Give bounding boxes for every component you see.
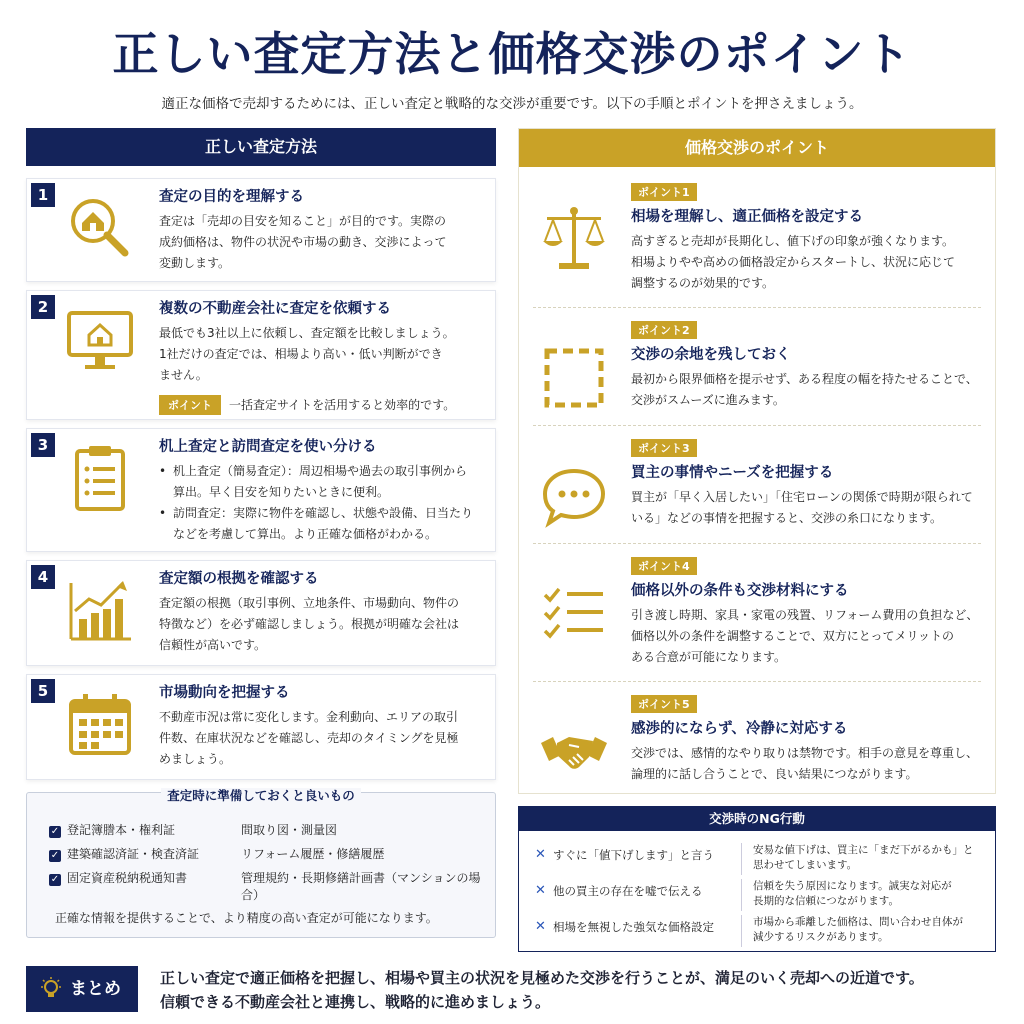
handshake-icon [539, 717, 609, 787]
prep-item [49, 845, 199, 862]
point-body [631, 605, 987, 668]
bullet-continuation: 算出。早く目安を知りたいときに便利。 [173, 485, 390, 499]
step-body-line: 査定は「売却の目安を知ること」が目的です。実際の [159, 214, 447, 228]
step-title: 市場動向を把握する [159, 685, 290, 701]
point-body [631, 369, 987, 411]
ng-desc-line: 長期的な信頼につながります。 [753, 895, 899, 907]
divider [533, 307, 981, 308]
point-card-5 [519, 695, 995, 791]
cross-icon: ✕ [535, 883, 546, 898]
point-body-line: 引き渡し時期、家具・家電の残置、リフォーム費用の負担など、 [631, 608, 979, 622]
step-title: 複数の不動産会社に査定を依頼する [159, 301, 391, 317]
prep-item: リフォーム履歴・修繕履歴 [241, 847, 385, 861]
tip-badge: ポイント [159, 395, 221, 415]
point-title: 交渉の余地を残しておく [631, 347, 791, 363]
ng-label: すぐに「値下げします」と言う [553, 848, 714, 862]
point-title: 感渉的にならず、冷静に対応する [631, 721, 848, 737]
ng-row [519, 915, 995, 953]
house-magnifier-icon [65, 193, 135, 263]
point-body-line: 交渉では、感情的なやり取りは禁物です。相手の意見を尊重し、 [631, 746, 979, 760]
step-number: 5 [31, 679, 55, 703]
dashed-square-icon [539, 343, 609, 413]
point-card-2 [519, 321, 995, 421]
point-body-line: 最初から限界価格を提示せず、ある程度の幅を持たせることで、 [631, 372, 978, 386]
step-body-line: 成約価格は、物件の状況や市場の動き、交渉によって [159, 235, 447, 249]
step-body-line: 特徴など）を必ず確認しましょう。根拠が明確な会社は [159, 617, 460, 631]
point-badge: ポイント3 [631, 439, 697, 457]
bar-chart-rising-icon [65, 575, 135, 645]
prep-item-label: 固定資産税納税通知書 [67, 871, 188, 885]
ng-label: 他の買主の存在を嘘で伝える [553, 884, 703, 898]
ng-desc-line: 安易な値下げは、買主に「まだ下がるかも」と [753, 844, 974, 856]
point-badge: ポイント2 [631, 321, 697, 339]
divider [741, 843, 742, 875]
step-body-line: 最低でも3社以上に依頼し、査定額を比較しましょう。 [159, 326, 455, 340]
cross-icon: ✕ [535, 919, 546, 934]
check-icon: ✓ [50, 874, 60, 885]
ng-description [753, 843, 989, 873]
clipboard-list-icon [65, 443, 135, 513]
summary-section [26, 964, 996, 1016]
point-body [631, 487, 987, 529]
page-title: 正しい査定方法と価格交渉のポイント [112, 27, 912, 81]
prep-item-label: 建築確認済証・検査済証 [67, 847, 200, 861]
step-number: 3 [31, 433, 55, 457]
bullet-item: • 訪問査定：実際に物件を確認し、状態や設備、日当たり [159, 503, 484, 524]
bullet-continuation: などを考慮して算出。より正確な価格がわかる。 [173, 527, 438, 541]
point-body [631, 231, 987, 294]
negotiation-points-header: 価格交渉のポイント [519, 129, 995, 167]
checklist-icon [539, 579, 609, 649]
step-body-line: めましょう。 [159, 752, 232, 766]
step-card-1 [26, 178, 496, 282]
point-title: 買主の事情やニーズを把握する [631, 465, 834, 481]
tip-text: 一括査定サイトを活用すると効率的です。 [229, 398, 456, 412]
prep-item [49, 821, 175, 838]
step-body-line: 不動産市況は常に変化します。金利動向、エリアの取引 [159, 710, 459, 724]
ng-description [753, 879, 989, 909]
preparation-box [26, 788, 496, 938]
step-body-line: 査定額の根拠（取引事例、立地条件、市場動向、物件の [159, 596, 460, 610]
point-body-line: 交渉がスムーズに進みます。 [631, 393, 785, 407]
ng-actions-header: 交渉時のNG行動 [519, 807, 995, 831]
step-body [159, 593, 484, 656]
monitor-house-icon [65, 305, 135, 375]
step-bullets [159, 461, 484, 545]
speech-bubble-icon [539, 461, 609, 531]
scales-icon [539, 205, 609, 275]
step-title: 査定額の根拠を確認する [159, 571, 319, 587]
divider [741, 915, 742, 947]
check-icon: ✓ [50, 850, 60, 861]
point-title: 相場を理解し、適正価格を設定する [631, 209, 863, 225]
summary-text [160, 966, 924, 1014]
summary-line: 信頼できる不動産会社と連携し、戦略的に進めましょう。 [160, 993, 551, 1011]
divider [741, 879, 742, 911]
point-card-3 [519, 439, 995, 539]
tip-row [159, 395, 455, 415]
step-title: 査定の目的を理解する [159, 189, 304, 205]
summary-line: 正しい査定で適正価格を把握し、相場や買主の状況を見極めた交渉を行うことが、満足のいく売却への近道です。 [160, 969, 924, 987]
check-icon: ✓ [50, 826, 60, 837]
point-body-line: いる」などの事情を把握すると、交渉の糸口になります。 [631, 511, 943, 525]
step-number: 1 [31, 183, 55, 207]
divider [533, 681, 981, 682]
cross-icon: ✕ [535, 847, 546, 862]
intro-text: 適正な価格で売却するためには、正しい査定と戦略的な交渉が重要です。以下の手順とポイントを押さえましょう。 [161, 96, 863, 112]
divider [533, 425, 981, 426]
step-body [159, 707, 484, 770]
step-body-line: 信頼性が高いです。 [159, 638, 267, 652]
prep-item-label: 登記簿謄本・権利証 [67, 823, 176, 837]
summary-label-text: まとめ [70, 979, 121, 999]
step-body [159, 323, 484, 386]
ng-description [753, 915, 989, 945]
ng-desc-line: 市場から乖離した価格は、問い合わせ自体が [753, 916, 963, 928]
negotiation-points-section [518, 128, 996, 794]
step-card-2 [26, 290, 496, 420]
point-body-line: 高すぎると売却が長期化し、値下げの印象が強くなります。 [631, 234, 955, 248]
step-body-line: 1社だけの査定では、相場より高い・低い判断ができ [159, 347, 443, 361]
point-title: 価格以外の条件も交渉材料にする [631, 583, 849, 599]
step-title: 机上査定と訪問査定を使い分ける [159, 439, 377, 455]
point-badge: ポイント5 [631, 695, 697, 713]
prep-item [49, 869, 187, 886]
step-card-5 [26, 674, 496, 780]
assessment-methods-header: 正しい査定方法 [26, 128, 496, 166]
point-body-line: 価格以外の条件を調整することで、双方にとってメリットの [631, 629, 955, 643]
lightbulb-icon [38, 976, 64, 1002]
step-body-line: 件数、在庫状況などを確認し、売却のタイミングを見極 [159, 731, 459, 745]
point-body-line: 買主が「早く入居したい」「住宅ローンの関係で時期が限られて [631, 490, 973, 504]
divider [533, 543, 981, 544]
preparation-title-text: 査定時に準備しておくと良いもの [161, 788, 361, 803]
summary-label [26, 966, 138, 1012]
step-card-3 [26, 428, 496, 552]
point-card-4 [519, 557, 995, 675]
ng-row [519, 879, 995, 917]
point-body-line: 論理的に話し合うことで、良い結果につながります。 [631, 767, 918, 781]
ng-desc-line: 信頼を失う原因になります。誠実な対応が [753, 880, 952, 892]
bullet-item: • 机上査定（簡易査定）：周辺相場や過去の取引事例から [159, 461, 484, 482]
point-body-line: 相場よりやや高めの価格設定からスタートし、状況に応じて [631, 255, 956, 269]
point-body [631, 743, 987, 785]
prep-item: 間取り図・測量図 [241, 823, 338, 837]
point-body-line: 調整するのが効果的です。 [631, 276, 775, 290]
step-body [159, 211, 484, 274]
assessment-methods-section [26, 128, 496, 766]
step-body-line: 変動します。 [159, 256, 231, 270]
calendar-icon [65, 689, 135, 759]
preparation-title [27, 785, 495, 804]
point-card-1 [519, 183, 995, 303]
prep-item: 管理規約・長期修繕計画書（マンションの場合） [241, 871, 481, 902]
point-body-line: ある合意が可能になります。 [631, 650, 787, 664]
step-card-4 [26, 560, 496, 666]
ng-label: 相場を無視した強気な価格設定 [553, 920, 714, 934]
step-body-line: ません。 [159, 368, 208, 382]
point-badge: ポイント4 [631, 557, 697, 575]
step-number: 4 [31, 565, 55, 589]
preparation-note: 正確な情報を提供することで、より精度の高い査定が可能になります。 [55, 911, 438, 925]
point-badge: ポイント1 [631, 183, 697, 201]
ng-row [519, 843, 995, 881]
ng-actions-box [518, 806, 996, 952]
step-number: 2 [31, 295, 55, 319]
ng-desc-line: 減少するリスクがあります。 [753, 931, 889, 943]
ng-desc-line: 思わせてしまいます。 [753, 859, 858, 871]
